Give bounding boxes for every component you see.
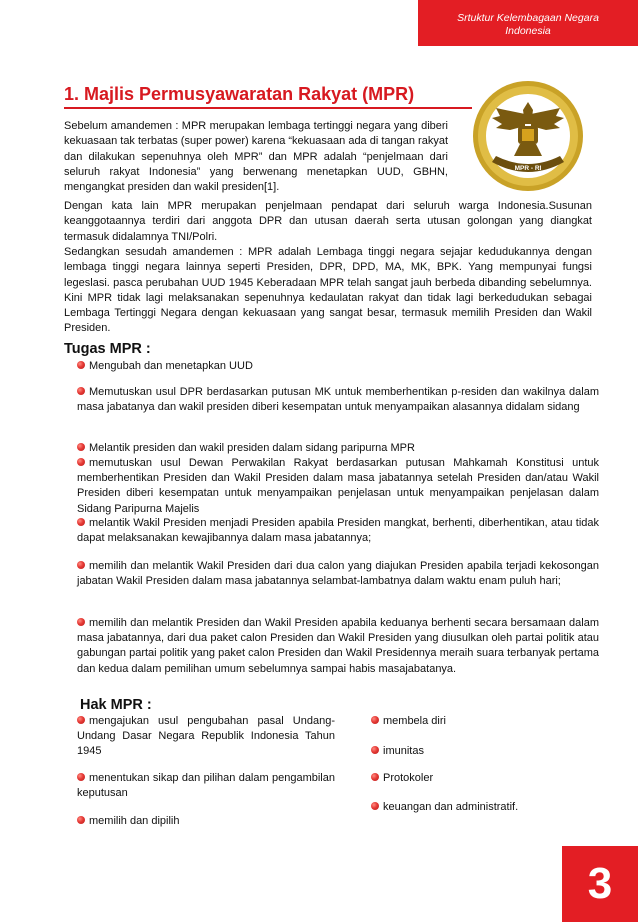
bullet-icon xyxy=(371,746,379,754)
bullet-icon xyxy=(77,773,85,781)
hak-item: menentukan sikap dan pilihan dalam pengambilan keputusan xyxy=(77,772,335,800)
bullet-icon xyxy=(77,561,85,569)
header-title-line2: Indonesia xyxy=(505,25,551,37)
hak-item: memilih dan dipilih xyxy=(77,814,335,829)
paragraph-in-other-words: Dengan kata lain MPR merupakan penjelmaan pendapat dari seluruh warga Indonesia.Susunan keanggotaannya terdiri dari anggota DPR dan utusan daerah serta utusan golongan yang diangkat termasuk didalamnya TNI/Polri. xyxy=(64,200,592,243)
hak-item: mengajukan usul pengubahan pasal Undang-Undang Dasar Negara Republik Indonesia Tahun 1945 xyxy=(77,715,335,758)
bullet-icon xyxy=(371,773,379,781)
bullet-icon xyxy=(371,802,379,810)
bullet-icon xyxy=(371,716,379,724)
tugas-item: memilih dan melantik Presiden dan Wakil Presiden apabila keduanya berhenti secara bersamaan dalam masa jabatannya, dari dua paket calon Presiden dan Wakil Presiden yang diusulkan oleh partai politik atau gabungan partai politik yang paket calon Presiden dan Wakil Presidennya meraih suara terbanyak pertama dan kedua dalam pemilihan umum sebelumnya sampai habis masajabatanya. xyxy=(77,617,599,675)
header-band xyxy=(418,0,638,46)
bullet-icon xyxy=(77,387,85,395)
tugas-item: Melantik presiden dan wakil presiden dalam sidang paripurna MPR xyxy=(77,441,599,456)
paragraph-after-amendment: Sedangkan sesudah amandemen : MPR adalah Lembaga tinggi negara sejajar kedudukannya dengan lembaga tinggi negara lainnya seperti Presiden, DPR, DPD, MA, MK, BPK. Yang mempunyai fungsi legeslasi. pasca perubahan UUD 1945 Keberadaan MPR telah sangat jauh berbeda dibanding sebelumnya. Kini MPR tidak lagi melaksanakan sepenuhnya kedaulatan rakyat dan tidak lagi berkedudukan sebagai Lembaga Tertinggi Negara dengan kekuasaan yang sangat besar, termasuk memilih Presiden dan Wakil Presiden. xyxy=(64,246,592,335)
bullet-icon xyxy=(77,518,85,526)
emblem-label: MPR - RI xyxy=(514,165,542,172)
mpr-emblem-icon xyxy=(470,78,586,194)
hak-item: Protokoler xyxy=(371,771,571,786)
bullet-icon xyxy=(77,716,85,724)
bullet-icon xyxy=(77,458,85,466)
hak-item: imunitas xyxy=(371,744,571,759)
bullet-icon xyxy=(77,361,85,369)
tugas-item: Memutuskan usul DPR berdasarkan putusan MK untuk memberhentikan p-residen dan wakilnya dalam masa jabatanya dan wakil presiden diberi kesempatan untuk menyampaikan alasannya didalam sidang xyxy=(77,386,599,414)
tugas-heading: Tugas MPR : xyxy=(64,341,151,357)
header-title-line1: Srtuktur Kelembagaan Negara xyxy=(457,12,599,24)
page-number: 3 xyxy=(562,846,638,922)
bullet-icon xyxy=(77,618,85,626)
bullet-icon xyxy=(77,816,85,824)
hak-heading: Hak MPR : xyxy=(80,697,152,713)
title-underline xyxy=(64,107,472,109)
tugas-item: memutuskan usul Dewan Perwakilan Rakyat berdasarkan putusan Mahkamah Konstitusi untuk memberhentikan Presiden dan Wakil Presiden dalam masa jabatannya setelah Presiden dan/atau Wakil Presiden diberi kesempatan untuk menyampaikan penjelasan untuk menyampaikan penjelasan dalam Sidang Paripurna Majelis xyxy=(77,457,599,515)
tugas-item: Mengubah dan menetapkan UUD xyxy=(77,359,599,374)
hak-item: membela diri xyxy=(371,714,571,729)
bullet-icon xyxy=(77,443,85,451)
paragraph-before-amendment: Sebelum amandemen : MPR merupakan lembaga tertinggi negara yang diberi kekuasaan tak terbatas (super power) karena “kekuasaan ada di tangan rakyat dan dilakukan sepenuhnya oleh MPR” dan MPR adalah “penjelmaan dari seluruh rakyat Indonesia” yang berwenang menetapkan UUD, GBHN, mengangkat presiden dan wakil presiden[1]. xyxy=(64,120,449,194)
tugas-item: memilih dan melantik Wakil Presiden dari dua calon yang diajukan Presiden apabila terjadi kekosongan jabatan Wakil Presiden dalam masa jabatannya selambat-lambatnya dalam waktu enam puluh hari; xyxy=(77,560,599,588)
section-title: 1. Majlis Permusyawaratan Rakyat (MPR) xyxy=(64,84,415,104)
hak-item: keuangan dan administratif. xyxy=(371,800,571,815)
tugas-item: melantik Wakil Presiden menjadi Presiden apabila Presiden mangkat, berhenti, diberhentikan, atau tidak dapat melaksanakan kewajibannya dalam masa jabatannya; xyxy=(77,517,599,545)
